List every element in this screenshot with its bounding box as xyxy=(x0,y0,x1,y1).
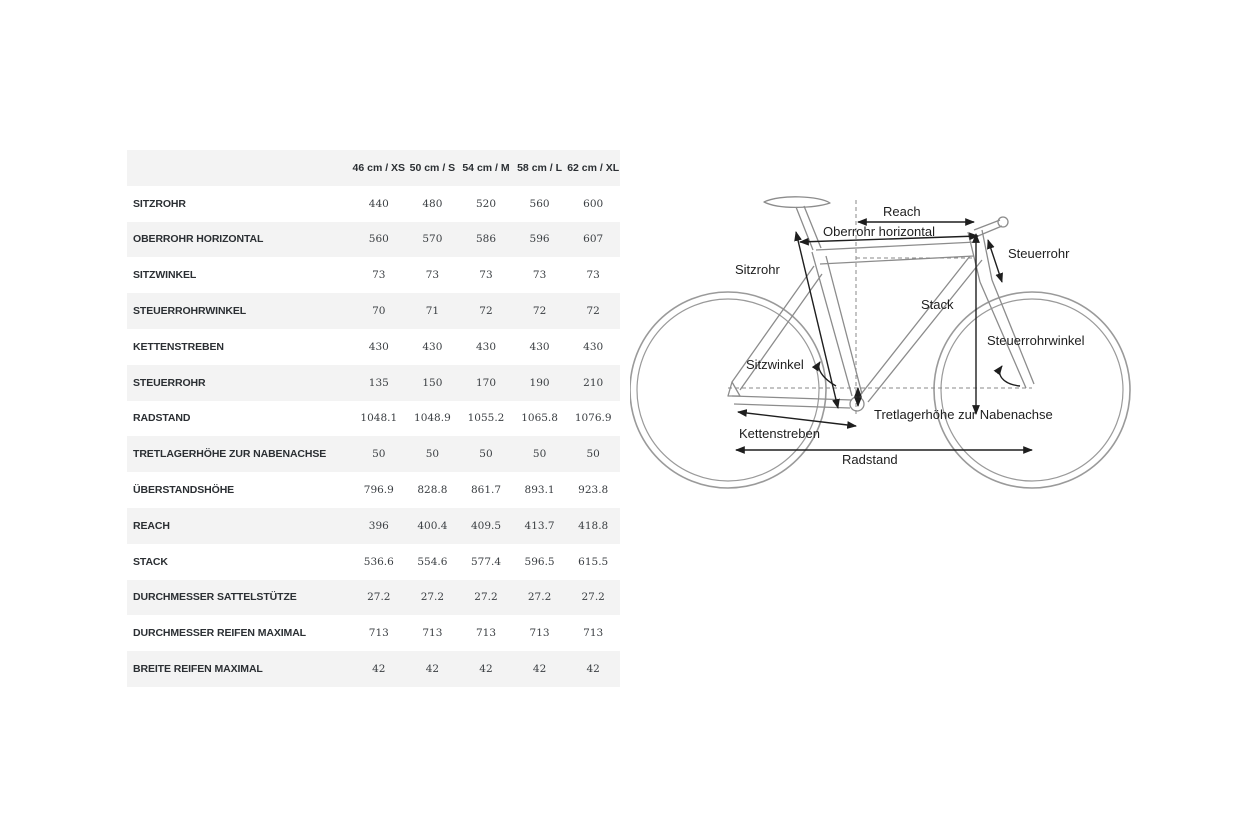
table-row xyxy=(127,401,620,437)
table-cell: 50 xyxy=(352,436,406,472)
column-header: 58 cm / L xyxy=(513,150,567,186)
table-cell: 480 xyxy=(422,197,443,210)
geometry-table xyxy=(127,150,620,687)
table-cell: 1048.1 xyxy=(360,412,398,425)
column-header: 50 cm / S xyxy=(406,150,460,186)
table-cell: 430 xyxy=(529,340,550,353)
row-label: ÜBERSTANDSHÖHE xyxy=(133,484,235,497)
row-label: OBERROHR HORIZONTAL xyxy=(127,222,352,258)
table-cell: 70 xyxy=(352,293,406,329)
row-label: SITZROHR xyxy=(133,197,186,210)
row-label: TRETLAGERHÖHE ZUR NABENACHSE xyxy=(127,436,352,472)
table-cell: 615.5 xyxy=(578,555,609,568)
table-cell: 536.6 xyxy=(363,555,394,568)
table-cell: 27.2 xyxy=(352,580,406,616)
table-cell: 713 xyxy=(529,627,550,640)
table-cell: 418.8 xyxy=(566,508,620,544)
row-label: REACH xyxy=(127,508,352,544)
front-wheel xyxy=(934,292,1130,488)
table-cell: 596.5 xyxy=(524,555,555,568)
table-cell: 430 xyxy=(475,340,496,353)
down-tube xyxy=(858,256,982,402)
table-cell: 73 xyxy=(372,269,386,282)
wheelbase-label: Radstand xyxy=(842,452,898,467)
table-cell: 713 xyxy=(422,627,443,640)
stack-label: Stack xyxy=(921,297,954,312)
table-cell: 560 xyxy=(352,222,406,258)
table-cell: 72 xyxy=(513,293,567,329)
head-angle-arc xyxy=(1000,366,1020,386)
column-header: 54 cm / M xyxy=(459,150,513,186)
table-cell: 409.5 xyxy=(459,508,513,544)
table-cell: 72 xyxy=(566,293,620,329)
seat-tube xyxy=(812,252,862,396)
rear-wheel xyxy=(630,292,826,488)
bb-drop-label: Tretlagerhöhe zur Nabenachse xyxy=(874,407,1053,422)
table-cell: 190 xyxy=(513,365,567,401)
table-row xyxy=(127,615,620,651)
table-cell: 596 xyxy=(513,222,567,258)
table-cell: 1065.8 xyxy=(521,412,558,425)
header-empty-cell xyxy=(127,150,352,186)
table-cell: 50 xyxy=(566,436,620,472)
table-cell: 27.2 xyxy=(566,580,620,616)
table-cell: 520 xyxy=(475,197,496,210)
table-cell: 42 xyxy=(513,651,567,687)
rear-dropout xyxy=(728,382,740,396)
table-cell: 1055.2 xyxy=(467,412,505,425)
row-label: BREITE REIFEN MAXIMAL xyxy=(127,651,352,687)
seatpost xyxy=(796,206,821,250)
table-cell: 210 xyxy=(566,365,620,401)
table-row xyxy=(127,436,620,472)
table-cell: 570 xyxy=(406,222,460,258)
table-row xyxy=(127,329,620,365)
handlebar xyxy=(998,217,1008,227)
table-cell: 73 xyxy=(425,269,440,282)
row-label: KETTENSTREBEN xyxy=(133,340,224,353)
table-cell: 893.1 xyxy=(524,484,555,497)
table-cell: 42 xyxy=(566,651,620,687)
table-cell: 42 xyxy=(459,651,513,687)
table-cell: 27.2 xyxy=(513,580,567,616)
head-tube-arrow xyxy=(988,240,1002,282)
row-label: DURCHMESSER REIFEN MAXIMAL xyxy=(133,627,306,640)
table-cell: 607 xyxy=(566,222,620,258)
table-cell: 27.2 xyxy=(459,580,513,616)
row-label: STEUERROHR xyxy=(127,365,352,401)
top-tube xyxy=(816,242,976,264)
table-cell: 27.2 xyxy=(406,580,460,616)
bottom-bracket xyxy=(850,397,864,411)
table-cell: 150 xyxy=(406,365,460,401)
table-cell: 713 xyxy=(368,627,389,640)
table-cell: 828.8 xyxy=(417,484,448,497)
top-tube-label: Oberrohr horizontal xyxy=(823,224,935,239)
table-cell: 50 xyxy=(459,436,513,472)
table-cell: 50 xyxy=(513,436,567,472)
table-row xyxy=(127,651,620,687)
table-row xyxy=(127,186,620,222)
chainstay-arrow xyxy=(738,412,856,426)
table-cell: 42 xyxy=(406,651,460,687)
table-row xyxy=(127,257,620,293)
table-row xyxy=(127,544,620,580)
table-cell: 554.6 xyxy=(417,555,448,568)
table-cell: 396 xyxy=(352,508,406,544)
row-label: RADSTAND xyxy=(133,412,191,425)
table-header-row xyxy=(127,150,620,186)
table-cell: 430 xyxy=(422,340,443,353)
saddle xyxy=(764,197,830,208)
table-cell: 73 xyxy=(586,269,600,282)
table-row xyxy=(127,222,620,258)
table-cell: 170 xyxy=(459,365,513,401)
table-cell: 430 xyxy=(583,340,604,353)
seat-tube-label: Sitzrohr xyxy=(735,262,780,277)
table-cell: 923.8 xyxy=(578,484,609,497)
chain-stays xyxy=(732,396,852,408)
table-row xyxy=(127,293,620,329)
table-cell: 440 xyxy=(368,197,389,210)
table-cell: 1048.9 xyxy=(414,412,451,425)
table-cell: 73 xyxy=(479,269,493,282)
table-cell: 600 xyxy=(583,197,604,210)
table-cell: 1076.9 xyxy=(574,412,612,425)
table-row xyxy=(127,580,620,616)
head-tube-label: Steuerrohr xyxy=(1008,246,1070,261)
column-header: 46 cm / XS xyxy=(352,150,406,186)
table-cell: 71 xyxy=(406,293,460,329)
row-label: SITZWINKEL xyxy=(133,269,197,282)
table-cell: 796.9 xyxy=(363,484,394,497)
table-cell: 713 xyxy=(583,627,604,640)
table-row xyxy=(127,365,620,401)
head-angle-label: Steuerrohrwinkel xyxy=(987,333,1085,348)
row-label: STACK xyxy=(133,555,168,568)
seat-tube-arrow xyxy=(796,232,838,408)
table-cell: 560 xyxy=(529,197,550,210)
table-cell: 135 xyxy=(352,365,406,401)
bike-geometry-diagram xyxy=(630,170,1140,500)
table-cell: 50 xyxy=(406,436,460,472)
reach-label: Reach xyxy=(883,204,921,219)
table-cell: 430 xyxy=(368,340,389,353)
column-header: 62 cm / XL xyxy=(566,150,620,186)
table-cell: 713 xyxy=(475,627,496,640)
table-cell: 577.4 xyxy=(470,555,502,568)
seat-angle-label: Sitzwinkel xyxy=(746,357,804,372)
table-cell: 861.7 xyxy=(470,484,502,497)
table-cell: 42 xyxy=(352,651,406,687)
table-cell: 73 xyxy=(532,269,547,282)
row-label: DURCHMESSER SATTELSTÜTZE xyxy=(127,580,352,616)
table-row xyxy=(127,472,620,508)
table-row xyxy=(127,508,620,544)
table-cell: 413.7 xyxy=(513,508,567,544)
table-cell: 586 xyxy=(459,222,513,258)
table-cell: 72 xyxy=(459,293,513,329)
chainstay-label: Kettenstreben xyxy=(739,426,820,441)
row-label: STEUERROHRWINKEL xyxy=(127,293,352,329)
table-cell: 400.4 xyxy=(406,508,460,544)
